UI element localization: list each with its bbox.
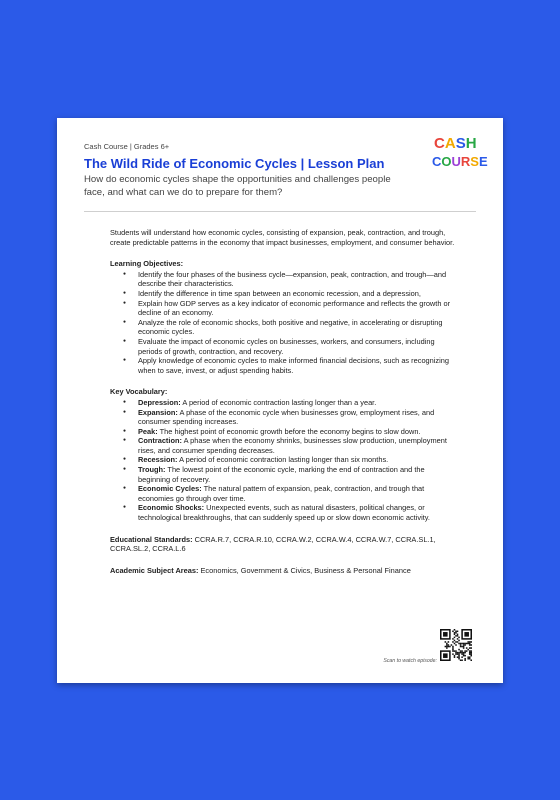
objectives-list [110,270,455,376]
vocabulary-term: Economic Cycles: [138,484,202,494]
subject-areas [110,566,455,576]
page-title: The Wild Ride of Economic Cycles | Lesson Plan [84,156,385,171]
logo-line2: COURSE [432,154,488,169]
educational-standards [110,535,455,554]
standards-label: Educational Standards: [110,534,193,544]
qr-code[interactable] [440,629,472,661]
vocabulary-definition: A phase when the economy shrinks, businesses slow production, unemployment rises, and consumer spending decreases. [138,436,447,455]
vocabulary-item [136,465,455,484]
objective-item: ● Explain how GDP serves as a key indicator of economic performance and reflects the growth or decline of an economy. [136,299,455,318]
vocabulary-term: Peak: [138,426,158,436]
vocabulary-list [110,398,455,523]
eyebrow: Cash Course | Grades 6+ [84,142,170,151]
vocabulary-item [136,427,455,437]
vocabulary-title: Key Vocabulary: [110,387,168,397]
vocabulary-item [136,408,455,427]
qr-caption: Scan to watch episode: [383,658,437,664]
vocabulary-item [136,484,455,503]
intro-paragraph: Students will understand how economic cycles, consisting of expansion, peak, contraction, and trough, create predictable patterns in the economy that impact businesses, employment, and consumer behavior. [110,228,455,247]
subjects-label: Academic Subject Areas: [110,565,199,575]
lesson-body [110,228,455,575]
subjects-value: Economics, Government & Civics, Business & Personal Finance [198,565,411,575]
vocabulary-definition: The lowest point of the economic cycle, marking the end of contraction and the beginning of recovery. [138,465,425,484]
header [84,142,474,199]
objective-item: ● Identify the four phases of the business cycle—expansion, peak, contraction, and trough—and describe their characteristics. [136,270,455,289]
vocabulary-term: Economic Shocks: [138,503,205,513]
logo-line1: CASH [434,135,477,152]
vocabulary-definition: Unexpected events, such as natural disasters, political changes, or technological breakthroughs, that can suddenly speed up or slow down economic activity. [138,503,430,523]
vocabulary-item [136,398,455,408]
vocabulary-definition: A period of economic contraction lasting longer than six months. [177,455,389,465]
lesson-plan-page [57,118,503,683]
vocabulary-item [136,503,455,522]
vocabulary-definition: A phase of the economic cycle when businesses grow, employment rises, and consumer spending increases. [138,407,435,427]
vocabulary-term: Contraction: [138,436,182,446]
vocabulary-term: Expansion: [138,407,178,417]
vocabulary-term: Depression: [138,397,181,407]
cash-course-logo [431,132,488,170]
vocabulary-item [136,436,455,455]
vocabulary-term: Recession: [138,455,178,465]
objective-item: ● Analyze the role of economic shocks, both positive and negative, in accelerating or disrupting economic cycles. [136,318,455,337]
vocabulary-item [136,455,455,465]
divider [84,211,476,212]
page-subtitle: How do economic cycles shape the opportunities and challenges people face, and what can we do to prepare for them? [84,174,391,198]
objectives-title: Learning Objectives: [110,259,184,269]
vocabulary-definition: A period of economic contraction lasting longer than a year. [180,397,377,407]
vocabulary-definition: The natural pattern of expansion, peak, contraction, and trough that economies go through over time. [138,484,425,503]
standards-value: CCRA.R.7, CCRA.R.10, CCRA.W.2, CCRA.W.4, CCRA.W.7, CCRA.SL.1, CCRA.SL.2, CCRA.L.6 [110,534,436,554]
vocabulary-term: Trough: [138,465,166,475]
objective-item: ● Apply knowledge of economic cycles to make informed financial decisions, such as recognizing when to save, invest, or adjust spending habits. [136,356,455,375]
objective-item: ● Evaluate the impact of economic cycles on businesses, workers, and consumers, including periods of growth, contraction, and recovery. [136,337,455,356]
vocabulary-definition: The highest point of economic growth before the economy begins to slow down. [157,426,421,436]
objective-item: ● Identify the difference in time span between an economic recession, and a depression, [136,289,455,299]
